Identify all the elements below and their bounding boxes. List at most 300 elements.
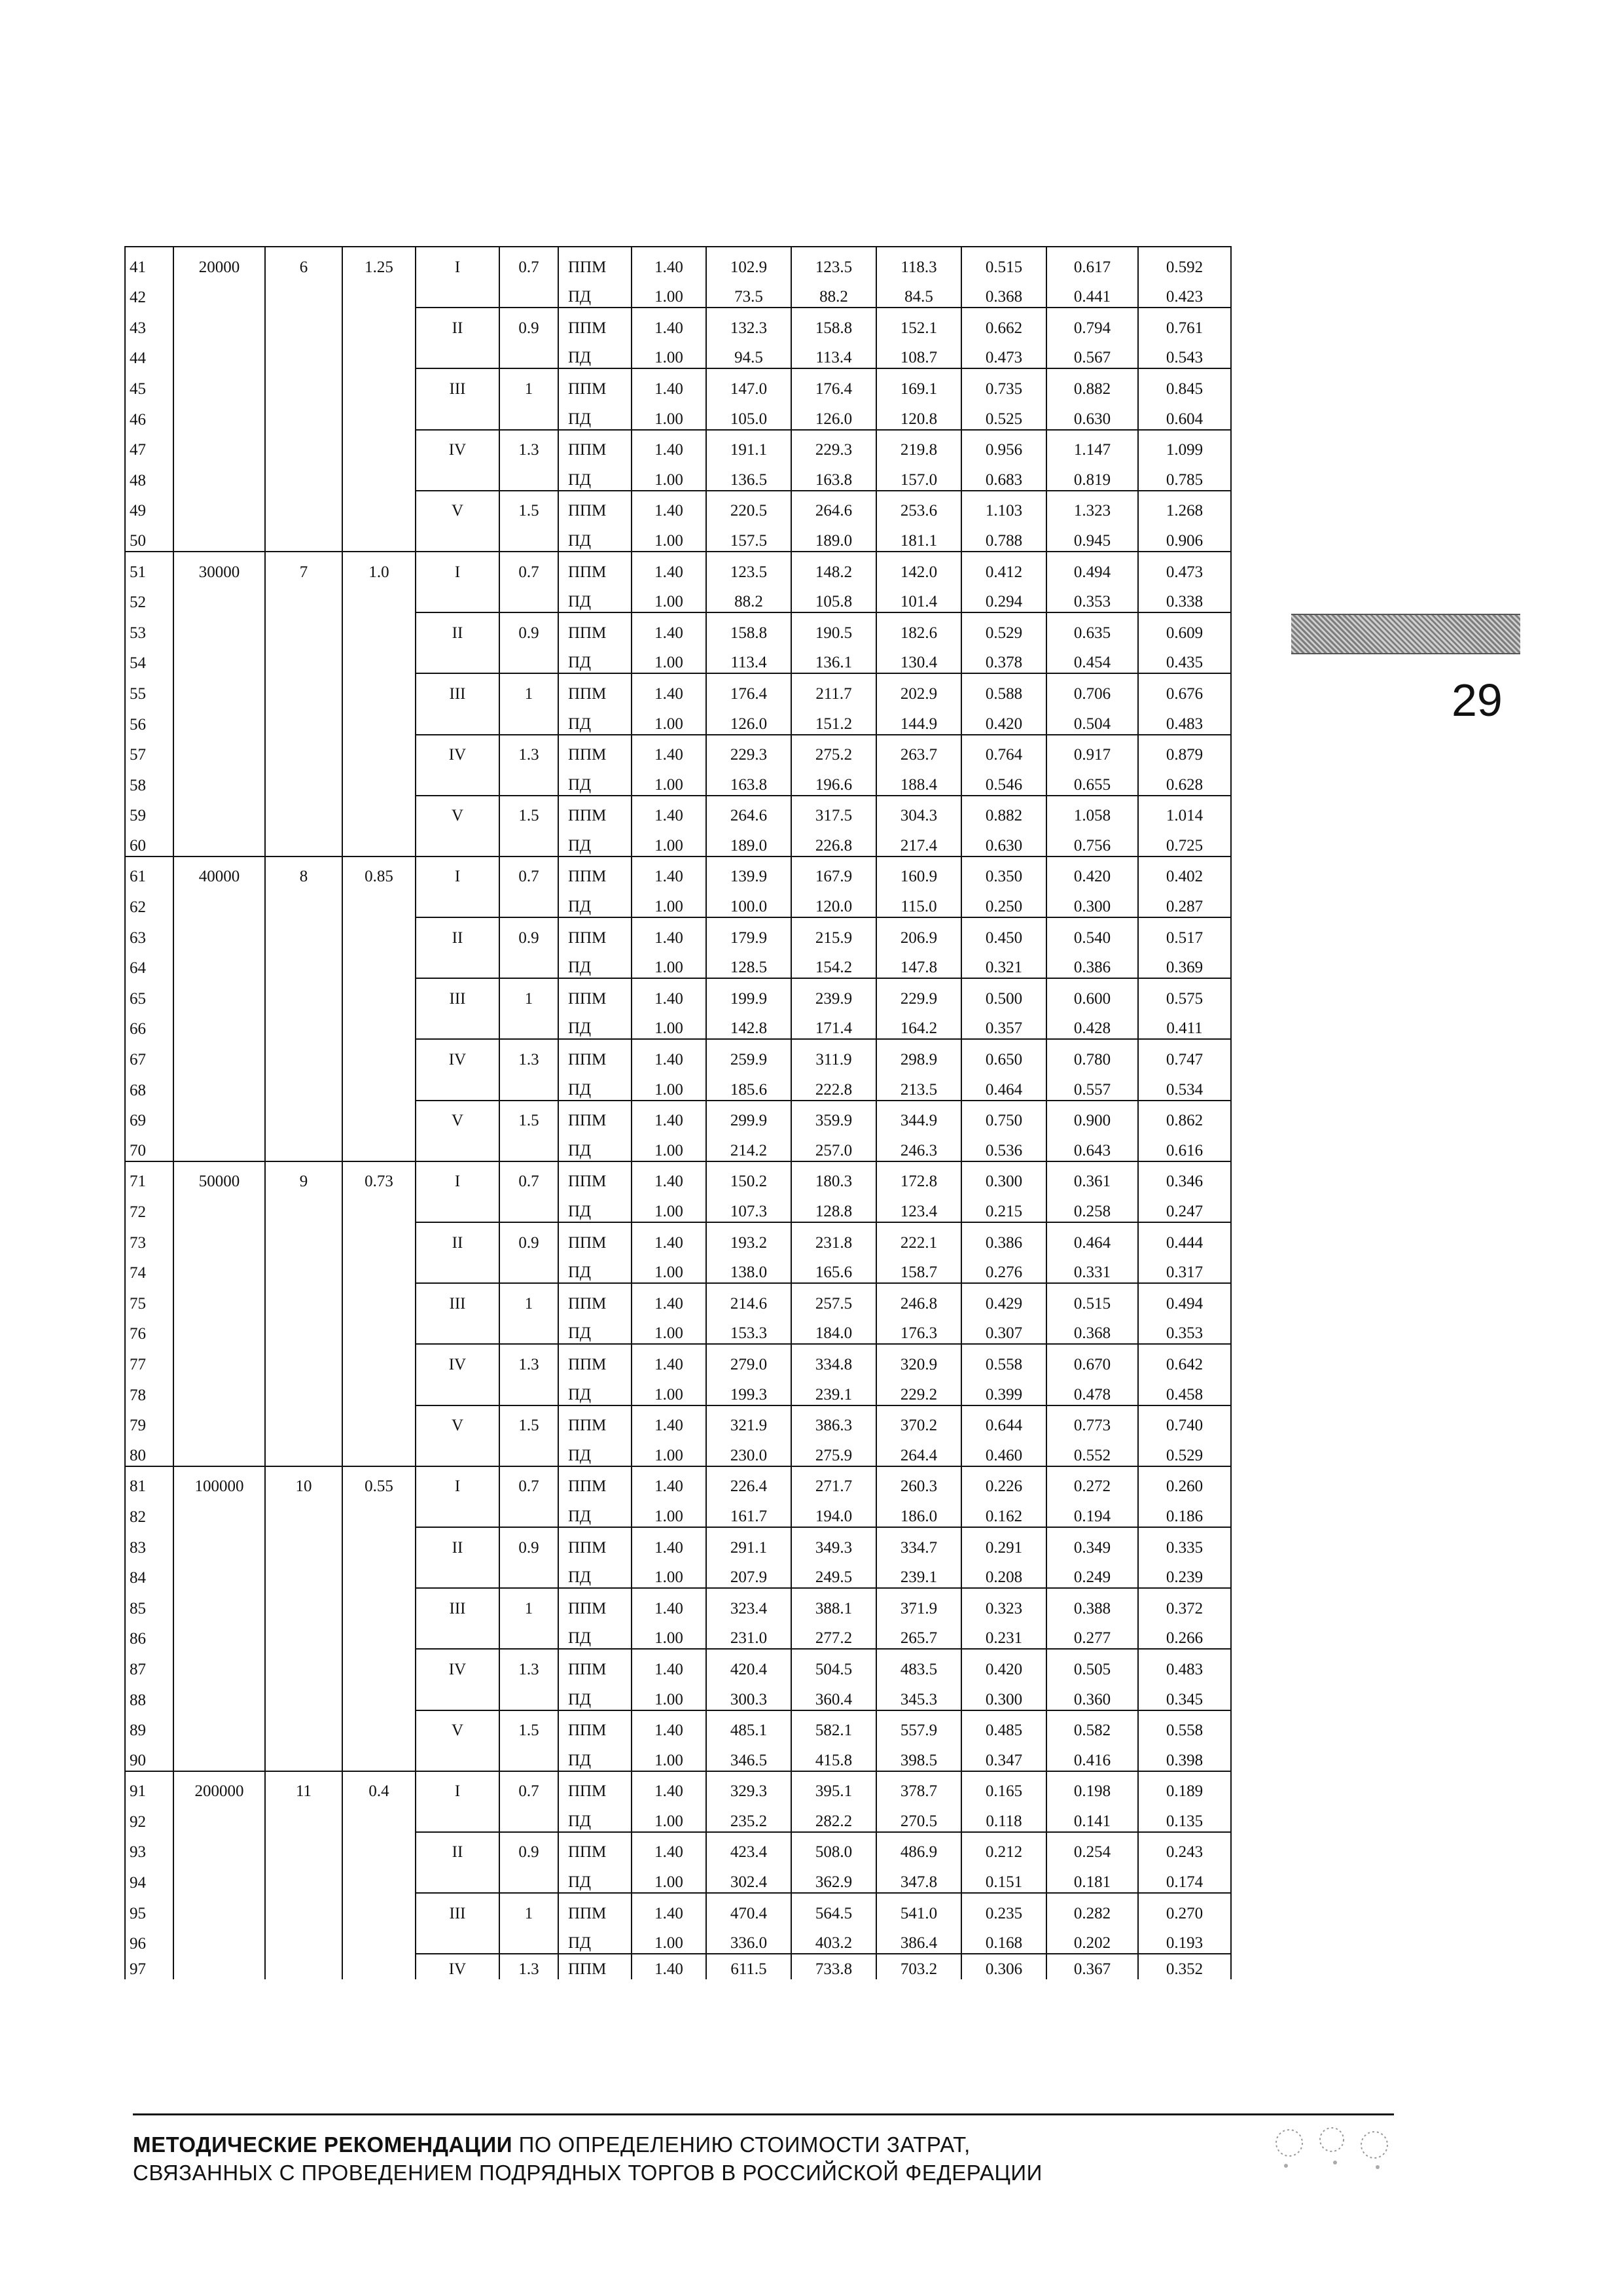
category-k-cell <box>499 1801 558 1832</box>
group-coef-cell <box>342 1924 416 1954</box>
data-cell: 0.464 <box>961 1070 1046 1101</box>
data-cell: 0.174 <box>1138 1862 1231 1893</box>
data-cell: 300.3 <box>706 1680 791 1710</box>
data-cell: 323.4 <box>706 1588 791 1619</box>
data-cell: 0.906 <box>1138 521 1231 552</box>
group-coef-cell <box>342 308 416 338</box>
data-cell: 217.4 <box>876 826 961 857</box>
group-coef-cell <box>342 1344 416 1375</box>
data-cell: 0.193 <box>1138 1924 1231 1954</box>
row-number-cell: 65 <box>125 978 173 1009</box>
data-cell: 126.0 <box>706 704 791 735</box>
category-cell <box>416 1314 499 1345</box>
data-cell: 0.420 <box>1046 857 1138 887</box>
data-cell: 0.473 <box>1138 552 1231 582</box>
category-cell: III <box>416 978 499 1009</box>
data-cell: 1.00 <box>632 277 706 308</box>
row-number-cell: 63 <box>125 917 173 948</box>
group-value-cell: 20000 <box>173 247 265 277</box>
data-cell: 371.9 <box>876 1588 961 1619</box>
table-row <box>125 857 1231 887</box>
group-count-cell: 10 <box>265 1466 342 1497</box>
data-cell: 0.189 <box>1138 1771 1231 1802</box>
data-cell: 0.300 <box>1046 887 1138 917</box>
data-cell: 1.00 <box>632 1192 706 1222</box>
data-cell: 1.00 <box>632 1131 706 1161</box>
category-cell <box>416 1558 499 1589</box>
data-cell: 557.9 <box>876 1710 961 1741</box>
data-cell: 0.287 <box>1138 887 1231 917</box>
data-cell: 239.1 <box>791 1375 876 1405</box>
data-cell: 186.0 <box>876 1496 961 1527</box>
data-cell: 154.2 <box>791 948 876 979</box>
group-count-cell: 11 <box>265 1771 342 1802</box>
table-row <box>125 1039 1231 1070</box>
category-cell: IV <box>416 1344 499 1375</box>
group-count-cell <box>265 1101 342 1131</box>
data-cell: 213.5 <box>876 1070 961 1101</box>
data-cell: 185.6 <box>706 1070 791 1101</box>
footer-divider <box>133 2113 1394 2115</box>
group-coef-cell <box>342 1405 416 1436</box>
group-coef-cell <box>342 704 416 735</box>
data-cell: 0.361 <box>1046 1161 1138 1192</box>
data-cell: ППМ <box>558 1527 632 1558</box>
group-value-cell <box>173 1558 265 1589</box>
category-k-cell: 1 <box>499 368 558 399</box>
row-number-cell: 59 <box>125 796 173 826</box>
page-number: 29 <box>1452 675 1503 726</box>
data-cell: 0.307 <box>961 1314 1046 1345</box>
group-value-cell <box>173 1740 265 1771</box>
data-cell: ПД <box>558 765 632 796</box>
category-k-cell: 0.9 <box>499 612 558 643</box>
data-cell: 163.8 <box>706 765 791 796</box>
data-cell: 304.3 <box>876 796 961 826</box>
group-count-cell <box>265 1253 342 1284</box>
group-value-cell <box>173 1192 265 1222</box>
data-cell: 136.5 <box>706 460 791 491</box>
row-number-cell: 95 <box>125 1893 173 1924</box>
group-count-cell <box>265 1344 342 1375</box>
data-cell: 349.3 <box>791 1527 876 1558</box>
category-cell: IV <box>416 735 499 766</box>
data-cell: 0.567 <box>1046 338 1138 369</box>
table-row <box>125 1314 1231 1345</box>
group-coef-cell <box>342 1222 416 1253</box>
row-number-cell: 71 <box>125 1161 173 1192</box>
data-cell: 0.291 <box>961 1527 1046 1558</box>
data-cell: 188.4 <box>876 765 961 796</box>
table-row <box>125 1466 1231 1497</box>
row-number-cell: 44 <box>125 338 173 369</box>
data-cell: 0.882 <box>961 796 1046 826</box>
category-k-cell: 1.3 <box>499 1344 558 1375</box>
category-cell <box>416 338 499 369</box>
category-cell: V <box>416 491 499 521</box>
category-k-cell <box>499 277 558 308</box>
data-cell: 347.8 <box>876 1862 961 1893</box>
row-number-cell: 81 <box>125 1466 173 1497</box>
group-coef-cell: 0.55 <box>342 1466 416 1497</box>
data-cell: 311.9 <box>791 1039 876 1070</box>
data-cell: 1.00 <box>632 704 706 735</box>
category-k-cell: 1.3 <box>499 735 558 766</box>
data-cell: 1.00 <box>632 338 706 369</box>
data-cell: 1.00 <box>632 582 706 613</box>
data-cell: 1.40 <box>632 1710 706 1741</box>
category-cell <box>416 1375 499 1405</box>
data-cell: 231.8 <box>791 1222 876 1253</box>
data-cell: 169.1 <box>876 368 961 399</box>
category-k-cell <box>499 582 558 613</box>
row-number-cell: 87 <box>125 1649 173 1680</box>
data-cell: ПД <box>558 1253 632 1284</box>
group-count-cell <box>265 1222 342 1253</box>
category-cell <box>416 1801 499 1832</box>
data-cell: ПД <box>558 399 632 430</box>
group-value-cell: 100000 <box>173 1466 265 1497</box>
data-cell: 0.360 <box>1046 1680 1138 1710</box>
row-number-cell: 85 <box>125 1588 173 1619</box>
data-cell: 298.9 <box>876 1039 961 1070</box>
data-cell: 1.00 <box>632 1680 706 1710</box>
data-cell: 0.900 <box>1046 1101 1138 1131</box>
group-value-cell <box>173 1710 265 1741</box>
data-cell: 0.525 <box>961 399 1046 430</box>
data-cell: 0.345 <box>1138 1680 1231 1710</box>
data-cell: 105.8 <box>791 582 876 613</box>
data-cell: 176.4 <box>791 368 876 399</box>
category-k-cell: 1.3 <box>499 1039 558 1070</box>
data-cell: 0.208 <box>961 1558 1046 1589</box>
data-cell: ППМ <box>558 1222 632 1253</box>
row-number-cell: 97 <box>125 1954 173 1979</box>
data-cell: 150.2 <box>706 1161 791 1192</box>
category-k-cell <box>499 1192 558 1222</box>
data-cell: 176.3 <box>876 1314 961 1345</box>
data-cell: 0.347 <box>961 1740 1046 1771</box>
category-k-cell <box>499 1314 558 1345</box>
category-k-cell <box>499 1558 558 1589</box>
group-coef-cell <box>342 1039 416 1070</box>
data-cell: 1.40 <box>632 735 706 766</box>
data-cell: 0.635 <box>1046 612 1138 643</box>
data-cell: ПД <box>558 704 632 735</box>
publisher-logo-icon <box>1250 2120 1414 2179</box>
data-cell: ППМ <box>558 978 632 1009</box>
row-number-cell: 60 <box>125 826 173 857</box>
table-row <box>125 1771 1231 1802</box>
data-cell: 1.40 <box>632 1649 706 1680</box>
data-cell: 1.40 <box>632 1101 706 1131</box>
data-table-wrapper <box>124 246 1232 1979</box>
category-cell: II <box>416 1222 499 1253</box>
data-cell: 0.483 <box>1138 704 1231 735</box>
category-k-cell <box>499 399 558 430</box>
data-cell: 199.3 <box>706 1375 791 1405</box>
group-count-cell <box>265 460 342 491</box>
row-number-cell: 78 <box>125 1375 173 1405</box>
data-cell: 1.40 <box>632 1344 706 1375</box>
data-cell: ППМ <box>558 1771 632 1802</box>
data-cell: 132.3 <box>706 308 791 338</box>
group-count-cell <box>265 1314 342 1345</box>
data-cell: 360.4 <box>791 1680 876 1710</box>
table-row <box>125 552 1231 582</box>
table-row <box>125 1161 1231 1192</box>
category-k-cell <box>499 1253 558 1284</box>
row-number-cell: 96 <box>125 1924 173 1954</box>
data-cell: ППМ <box>558 1832 632 1863</box>
data-cell: 0.423 <box>1138 277 1231 308</box>
group-count-cell <box>265 1192 342 1222</box>
data-cell: 257.5 <box>791 1283 876 1314</box>
category-k-cell <box>499 1436 558 1466</box>
group-coef-cell <box>342 1070 416 1101</box>
group-count-cell <box>265 1283 342 1314</box>
category-k-cell <box>499 1496 558 1527</box>
category-k-cell: 1 <box>499 1588 558 1619</box>
data-cell: 1.40 <box>632 1039 706 1070</box>
table-row <box>125 704 1231 735</box>
data-cell: 1.00 <box>632 948 706 979</box>
table-row <box>125 491 1231 521</box>
group-count-cell <box>265 582 342 613</box>
table-row <box>125 460 1231 491</box>
group-value-cell <box>173 491 265 521</box>
row-number-cell: 77 <box>125 1344 173 1375</box>
data-cell: 1.00 <box>632 826 706 857</box>
data-cell: 0.617 <box>1046 247 1138 277</box>
data-cell: ПД <box>558 1619 632 1650</box>
data-cell: 1.40 <box>632 1283 706 1314</box>
row-number-cell: 57 <box>125 735 173 766</box>
row-number-cell: 90 <box>125 1740 173 1771</box>
group-coef-cell <box>342 612 416 643</box>
data-cell: 1.00 <box>632 1314 706 1345</box>
category-k-cell <box>499 521 558 552</box>
group-coef-cell <box>342 430 416 461</box>
data-cell: ППМ <box>558 1283 632 1314</box>
group-count-cell <box>265 978 342 1009</box>
data-cell: 1.40 <box>632 796 706 826</box>
row-number-cell: 52 <box>125 582 173 613</box>
group-coef-cell <box>342 1314 416 1345</box>
table-row <box>125 765 1231 796</box>
row-number-cell: 89 <box>125 1710 173 1741</box>
data-cell: 0.478 <box>1046 1375 1138 1405</box>
category-k-cell: 0.9 <box>499 1222 558 1253</box>
data-cell: ППМ <box>558 1466 632 1497</box>
data-cell: ПД <box>558 1496 632 1527</box>
data-cell: 0.162 <box>961 1496 1046 1527</box>
data-cell: 265.7 <box>876 1619 961 1650</box>
data-cell: 0.630 <box>961 826 1046 857</box>
category-cell: IV <box>416 1649 499 1680</box>
data-cell: 0.388 <box>1046 1588 1138 1619</box>
category-k-cell: 0.7 <box>499 1161 558 1192</box>
group-coef-cell <box>342 673 416 704</box>
data-cell: ППМ <box>558 1344 632 1375</box>
category-cell: I <box>416 1771 499 1802</box>
group-value-cell <box>173 521 265 552</box>
table-row <box>125 1954 1231 1979</box>
data-cell: ПД <box>558 1131 632 1161</box>
data-cell: 147.0 <box>706 368 791 399</box>
category-k-cell: 1.5 <box>499 1710 558 1741</box>
data-cell: 1.00 <box>632 1496 706 1527</box>
data-cell: 157.0 <box>876 460 961 491</box>
group-coef-cell <box>342 521 416 552</box>
data-cell: 0.785 <box>1138 460 1231 491</box>
data-cell: 246.8 <box>876 1283 961 1314</box>
data-cell: ПД <box>558 887 632 917</box>
data-cell: 0.761 <box>1138 308 1231 338</box>
data-cell: 0.151 <box>961 1862 1046 1893</box>
category-cell <box>416 643 499 674</box>
table-row <box>125 612 1231 643</box>
data-cell: 144.9 <box>876 704 961 735</box>
data-cell: 0.349 <box>1046 1527 1138 1558</box>
data-cell: 1.268 <box>1138 491 1231 521</box>
group-count-cell <box>265 1405 342 1436</box>
data-cell: 105.0 <box>706 399 791 430</box>
data-cell: 388.1 <box>791 1588 876 1619</box>
group-count-cell <box>265 1131 342 1161</box>
table-row <box>125 1680 1231 1710</box>
data-cell: ПД <box>558 277 632 308</box>
data-cell: 264.6 <box>791 491 876 521</box>
data-cell: 0.444 <box>1138 1222 1231 1253</box>
data-cell: 541.0 <box>876 1893 961 1924</box>
category-cell <box>416 1862 499 1893</box>
data-cell: 219.8 <box>876 430 961 461</box>
data-cell: 1.40 <box>632 1588 706 1619</box>
data-cell: 94.5 <box>706 338 791 369</box>
group-count-cell <box>265 1649 342 1680</box>
group-coef-cell <box>342 1192 416 1222</box>
group-coef-cell <box>342 1954 416 1979</box>
data-cell: 0.592 <box>1138 247 1231 277</box>
data-cell: 0.546 <box>961 765 1046 796</box>
data-cell: 130.4 <box>876 643 961 674</box>
data-cell: 222.1 <box>876 1222 961 1253</box>
data-cell: 362.9 <box>791 1862 876 1893</box>
data-cell: 0.367 <box>1046 1954 1138 1979</box>
group-value-cell <box>173 1314 265 1345</box>
group-coef-cell <box>342 1619 416 1650</box>
group-value-cell <box>173 1405 265 1436</box>
data-cell: 0.773 <box>1046 1405 1138 1436</box>
data-cell: 115.0 <box>876 887 961 917</box>
data-cell: 1.40 <box>632 308 706 338</box>
data-cell: 0.428 <box>1046 1009 1138 1040</box>
row-number-cell: 83 <box>125 1527 173 1558</box>
group-count-cell <box>265 1862 342 1893</box>
group-count-cell <box>265 1619 342 1650</box>
data-cell: ППМ <box>558 491 632 521</box>
group-value-cell <box>173 917 265 948</box>
data-cell: ПД <box>558 643 632 674</box>
category-k-cell: 0.9 <box>499 1527 558 1558</box>
row-number-cell: 91 <box>125 1771 173 1802</box>
data-cell: 0.644 <box>961 1405 1046 1436</box>
data-cell: 0.725 <box>1138 826 1231 857</box>
data-cell: 263.7 <box>876 735 961 766</box>
group-value-cell <box>173 735 265 766</box>
table-row <box>125 1619 1231 1650</box>
footer-line-1 <box>133 2130 1245 2159</box>
row-number-cell: 50 <box>125 521 173 552</box>
group-value-cell <box>173 1131 265 1161</box>
category-cell: III <box>416 1893 499 1924</box>
group-count-cell <box>265 1832 342 1863</box>
data-cell: 179.9 <box>706 917 791 948</box>
group-count-cell <box>265 399 342 430</box>
data-cell: 0.239 <box>1138 1558 1231 1589</box>
group-count-cell <box>265 1496 342 1527</box>
data-cell: 334.8 <box>791 1344 876 1375</box>
data-cell: 0.650 <box>961 1039 1046 1070</box>
group-value-cell <box>173 796 265 826</box>
category-k-cell: 1 <box>499 673 558 704</box>
data-cell: 0.543 <box>1138 338 1231 369</box>
category-cell <box>416 582 499 613</box>
table-row <box>125 796 1231 826</box>
group-count-cell: 7 <box>265 552 342 582</box>
table-row <box>125 368 1231 399</box>
category-cell <box>416 1131 499 1161</box>
group-coef-cell <box>342 1558 416 1589</box>
data-cell: 1.00 <box>632 1801 706 1832</box>
row-number-cell: 53 <box>125 612 173 643</box>
data-cell: 0.294 <box>961 582 1046 613</box>
data-cell: 1.40 <box>632 1222 706 1253</box>
group-count-cell: 9 <box>265 1161 342 1192</box>
footer-bold-title: МЕТОДИЧЕСКИЕ РЕКОМЕНДАЦИИ <box>133 2132 512 2157</box>
group-coef-cell <box>342 338 416 369</box>
data-cell: 172.8 <box>876 1161 961 1192</box>
data-cell: 0.353 <box>1138 1314 1231 1345</box>
data-cell: 0.676 <box>1138 673 1231 704</box>
group-coef-cell <box>342 368 416 399</box>
category-k-cell <box>499 338 558 369</box>
data-cell: 0.529 <box>1138 1436 1231 1466</box>
row-number-cell: 76 <box>125 1314 173 1345</box>
data-cell: 202.9 <box>876 673 961 704</box>
data-cell: 1.147 <box>1046 430 1138 461</box>
category-k-cell <box>499 1862 558 1893</box>
data-cell: 191.1 <box>706 430 791 461</box>
group-count-cell <box>265 1680 342 1710</box>
data-cell: 0.249 <box>1046 1558 1138 1589</box>
data-cell: ПД <box>558 582 632 613</box>
data-cell: 0.357 <box>961 1009 1046 1040</box>
group-value-cell <box>173 612 265 643</box>
data-cell: 1.40 <box>632 1893 706 1924</box>
category-cell <box>416 521 499 552</box>
data-cell: 282.2 <box>791 1801 876 1832</box>
table-row <box>125 582 1231 613</box>
data-cell: 564.5 <box>791 1893 876 1924</box>
row-number-cell: 69 <box>125 1101 173 1131</box>
row-number-cell: 47 <box>125 430 173 461</box>
table-row <box>125 399 1231 430</box>
group-value-cell <box>173 1070 265 1101</box>
table-row <box>125 1253 1231 1284</box>
data-cell: 0.335 <box>1138 1527 1231 1558</box>
